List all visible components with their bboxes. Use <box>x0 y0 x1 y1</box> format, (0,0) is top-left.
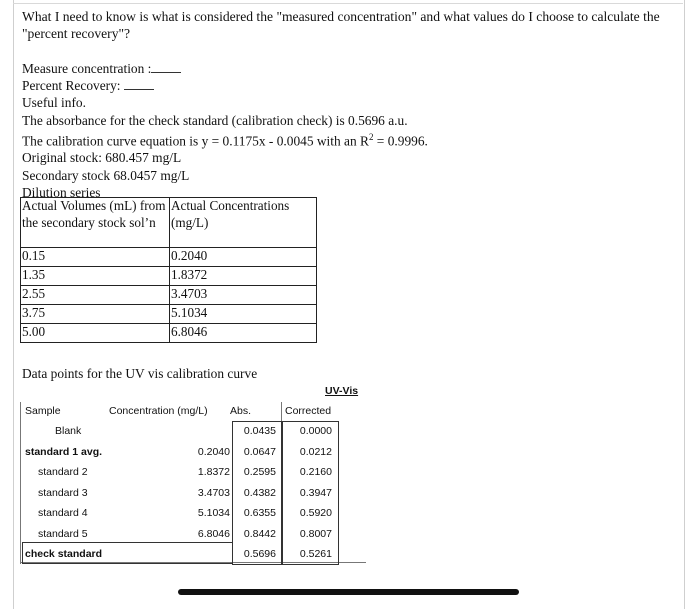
calibration-suffix: = 0.9996. <box>373 133 428 149</box>
dilution-header-row <box>21 198 317 248</box>
original-stock: Original stock: 680.457 mg/L <box>22 150 182 166</box>
volume-cell: 3.75 <box>21 305 170 324</box>
horizontal-scrollbar[interactable] <box>178 589 519 595</box>
concentration-cell: 5.1034 <box>197 507 230 519</box>
conc-cell: 5.1034 <box>170 305 317 324</box>
corrected-cell: 0.0000 <box>299 425 332 437</box>
corrected-cell: 0.2160 <box>299 466 332 478</box>
corrected-cell: 0.3947 <box>299 486 332 499</box>
secondary-stock: Secondary stock 68.0457 mg/L <box>22 167 190 183</box>
conc-cell: 6.8046 <box>170 324 317 343</box>
uv-vis-spreadsheet <box>20 382 366 572</box>
info-block <box>22 60 672 201</box>
question-text: What I need to know is what is considered the "measured concentration" and what values do I choose to calculate the "percent recovery"? <box>22 9 660 41</box>
abs-cell: 0.0435 <box>243 425 276 437</box>
header-sample: Sample <box>25 405 61 417</box>
measure-concentration-label: Measure concentration : <box>22 61 152 76</box>
sample-cell: Blank <box>55 425 82 437</box>
volume-cell: 2.55 <box>21 286 170 305</box>
header-concentration: Concentration (mg/L) <box>109 405 208 417</box>
grid-left-line <box>20 402 21 564</box>
measure-concentration-line <box>22 60 672 77</box>
calibration-text <box>22 129 672 150</box>
dilution-header-conc: Actual Concentrations (mg/L) <box>170 198 317 248</box>
volume-cell: 0.15 <box>21 248 170 267</box>
abs-cell: 0.0647 <box>243 445 276 458</box>
sample-cell: standard 3 <box>38 486 88 499</box>
table-row <box>21 248 317 267</box>
table-row <box>21 324 317 343</box>
corrected-cell: 0.5920 <box>299 507 332 519</box>
header-abs: Abs. <box>230 405 252 417</box>
sample-cell: standard 1 avg. <box>25 445 103 458</box>
calibration-prefix: The calibration curve equation is y = 0.1175x - 0.0045 with an R <box>22 133 369 149</box>
table-row <box>21 267 317 286</box>
volume-cell: 5.00 <box>21 324 170 343</box>
concentration-cell: 1.8372 <box>197 466 230 478</box>
sample-cell: standard 4 <box>38 507 88 519</box>
dilution-header-volume: Actual Volumes (mL) from the secondary stock sol’n <box>21 198 170 248</box>
uv-vis-label: UV-Vis <box>325 385 359 397</box>
corrected-cell: 0.0212 <box>299 445 332 458</box>
percent-recovery-line <box>22 77 672 94</box>
data-points-title: Data points for the UV vis calibration curve <box>22 366 258 381</box>
conc-cell: 3.4703 <box>170 286 317 305</box>
conc-cell: 0.2040 <box>170 248 317 267</box>
header-corrected: Corrected <box>285 405 332 417</box>
table-row <box>21 286 317 305</box>
abs-cell: 0.5696 <box>243 548 276 560</box>
percent-recovery-label: Percent Recovery: <box>22 78 121 94</box>
abs-cell: 0.8442 <box>243 527 276 540</box>
percent-recovery-blank <box>124 78 154 90</box>
calibration-sup: 2 <box>368 131 374 142</box>
concentration-cell: 3.4703 <box>197 486 230 499</box>
sample-cell: check standard <box>25 548 103 560</box>
dilution-table <box>20 197 317 343</box>
conc-cell: 1.8372 <box>170 267 317 286</box>
useful-info: Useful info. <box>22 95 86 111</box>
concentration-cell: 6.8046 <box>197 527 230 540</box>
corrected-cell: 0.5261 <box>299 548 332 560</box>
abs-cell: 0.6355 <box>243 507 276 519</box>
volume-cell: 1.35 <box>21 267 170 286</box>
table-row <box>21 305 317 324</box>
absorbance-text: The absorbance for the check standard (calibration check) is 0.5696 a.u. <box>22 112 408 128</box>
abs-cell: 0.2595 <box>243 466 276 478</box>
corrected-cell: 0.8007 <box>299 527 332 540</box>
divider <box>13 3 683 4</box>
sample-cell: standard 5 <box>38 527 88 540</box>
measure-concentration-blank <box>151 61 181 73</box>
abs-cell: 0.4382 <box>243 486 276 499</box>
sample-cell: standard 2 <box>38 466 88 478</box>
concentration-cell: 0.2040 <box>197 445 230 458</box>
dilution-series-label: Dilution series <box>22 184 101 200</box>
